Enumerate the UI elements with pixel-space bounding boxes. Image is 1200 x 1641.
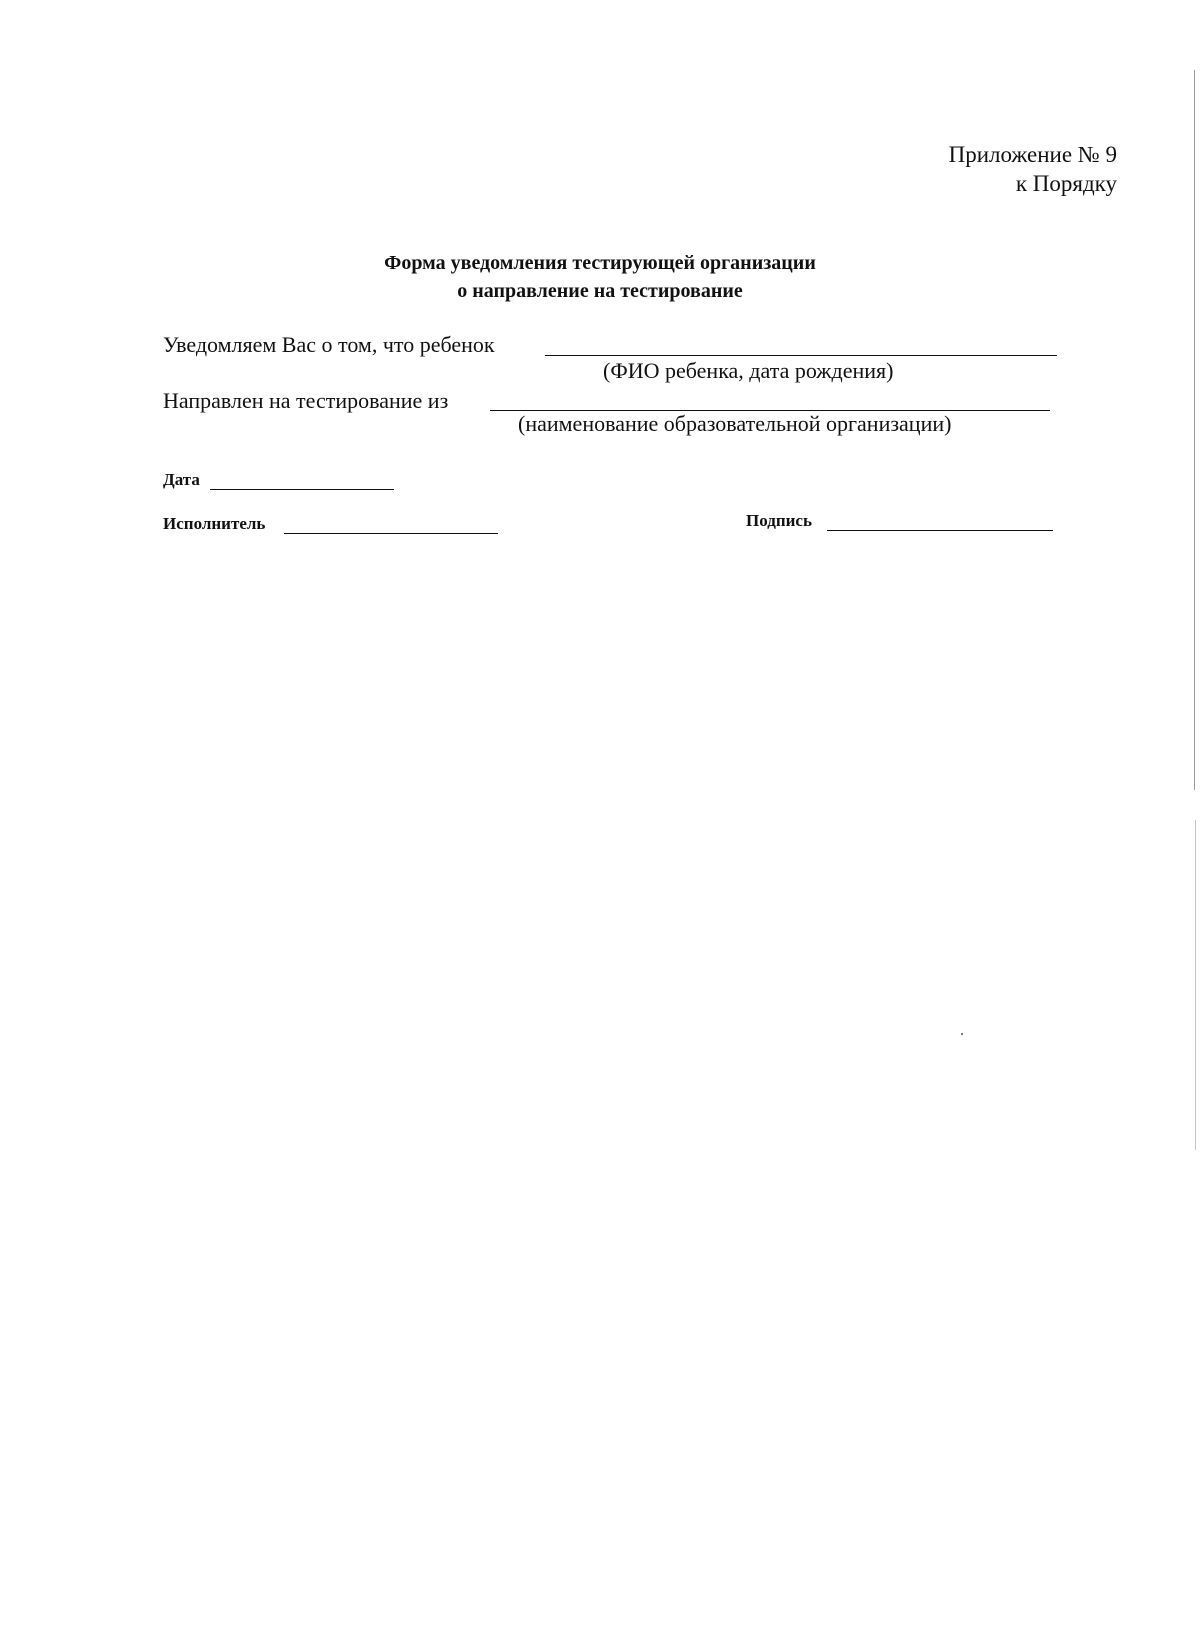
executor-field[interactable] xyxy=(284,533,498,534)
child-name-field[interactable] xyxy=(545,355,1057,356)
form-title-line-2: о направление на тестирование xyxy=(457,280,743,302)
notify-label: Уведомляем Вас о том, что ребенок xyxy=(163,332,495,357)
sent-label: Направлен на тестирование из xyxy=(163,388,449,413)
signature-label: Подпись xyxy=(746,511,812,530)
scan-speck xyxy=(961,1033,963,1035)
signature-field[interactable] xyxy=(827,530,1053,531)
appendix-number: Приложение № 9 xyxy=(948,142,1117,167)
form-title xyxy=(0,249,1200,305)
appendix-reference xyxy=(949,140,1117,198)
form-title-line-1: Форма уведомления тестирующей организации xyxy=(384,252,816,274)
scan-edge-artifact xyxy=(1195,820,1196,1150)
appendix-to-order: к Порядку xyxy=(1015,171,1117,196)
child-name-caption: (ФИО ребенка, дата рождения) xyxy=(603,358,894,383)
executor-label: Исполнитель xyxy=(163,514,266,533)
organization-caption: (наименование образовательной организации) xyxy=(518,411,952,436)
scan-edge-artifact xyxy=(1194,70,1195,790)
date-label: Дата xyxy=(163,470,200,489)
date-field[interactable] xyxy=(210,489,394,490)
